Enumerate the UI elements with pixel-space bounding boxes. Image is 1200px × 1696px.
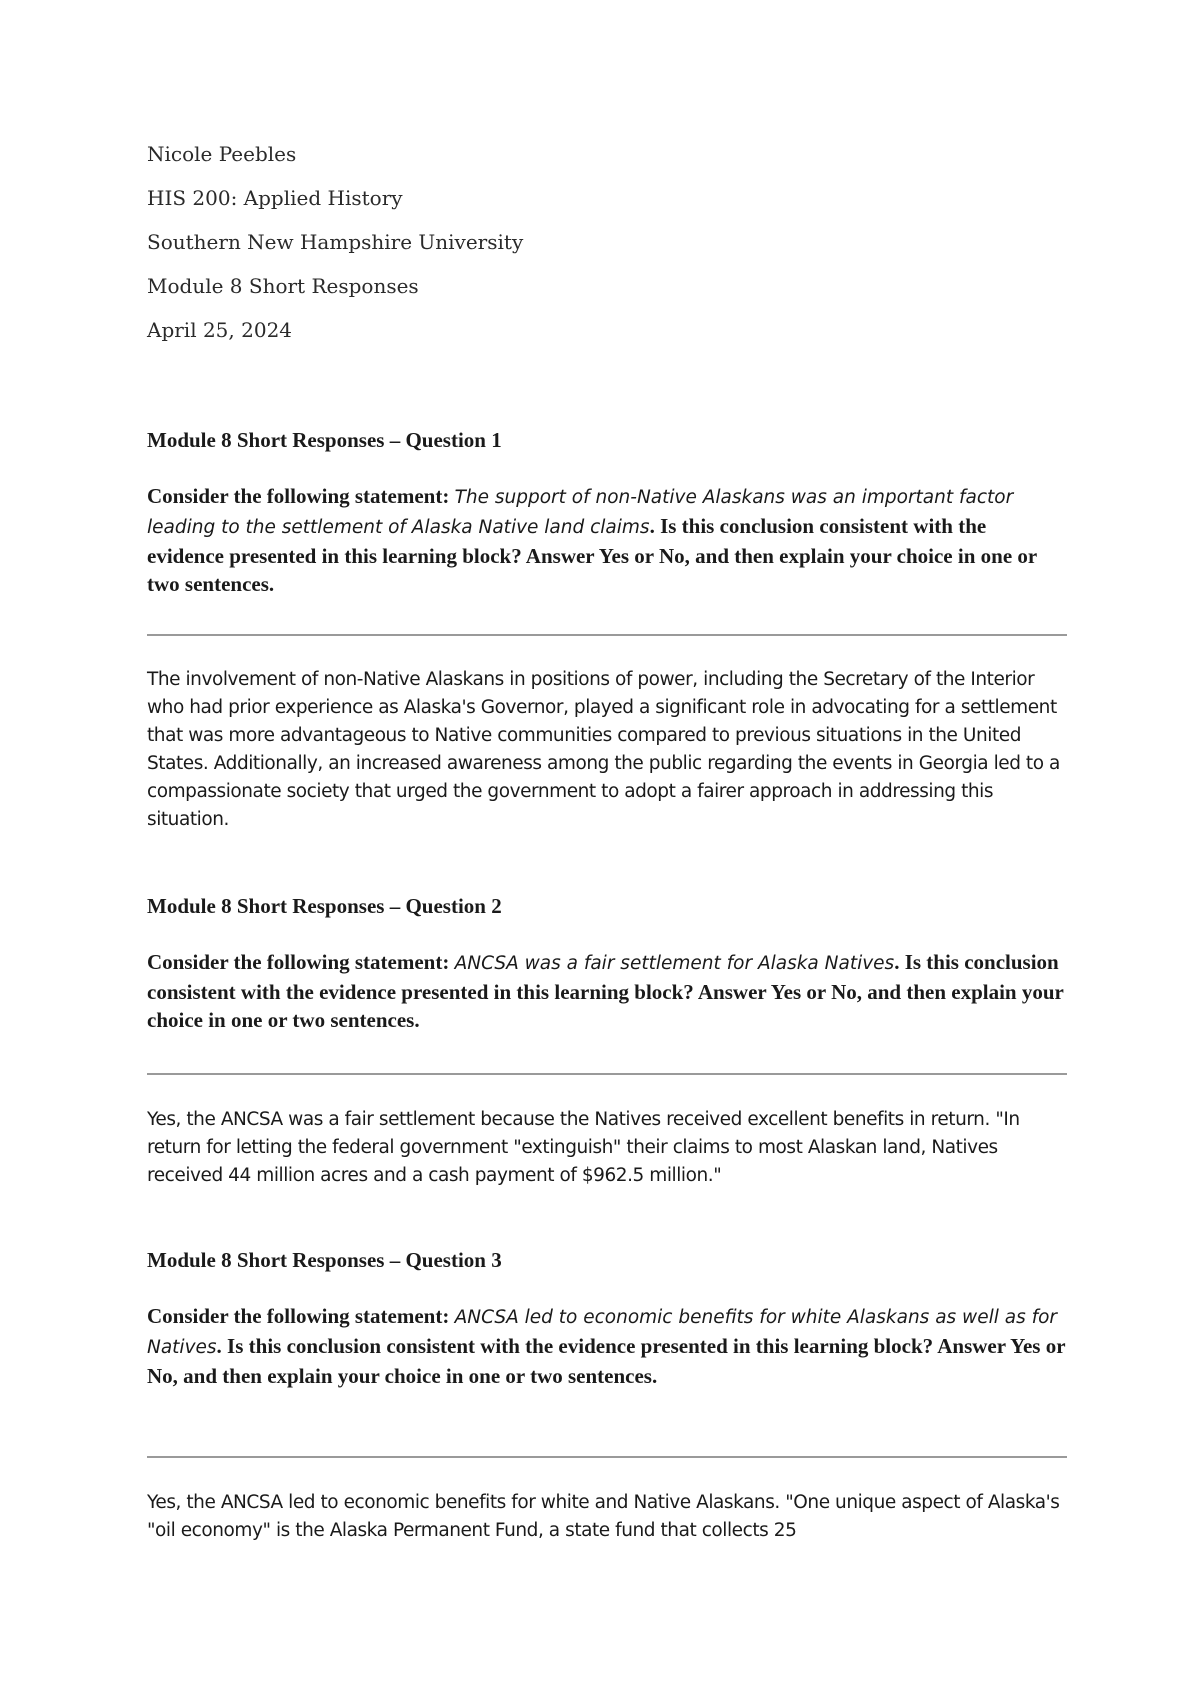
statement: ANCSA led to economic benefits for white Alaskans as well as for Natives	[147, 1307, 1058, 1358]
answer-1: The involvement of non-Native Alaskans in positions of power, including the Secretary of the Interior who had prior experience as Alaska's Governor, played a significant role in advocating for a settlement that was more advantageous to Native communities compared to previous situations in the United States. Additionally, an increased awareness among the public regarding the events in Georgia led to a compassionate society that urged the government to adopt a fairer approach in addressing this situation.	[147, 669, 1060, 830]
institution-name: Southern New Hampshire University	[147, 230, 524, 254]
question-prompt	[147, 482, 1067, 598]
prompt-lead: Consider the following statement:	[147, 484, 455, 508]
prompt-lead: Consider the following statement:	[147, 950, 455, 974]
prompt-tail: . Is this conclusion consistent with the evidence presented in this learning block? Answer Yes or No, and then explain your choice in one or two sentences.	[147, 514, 1037, 596]
question-title: Module 8 Short Responses – Question 1	[147, 428, 502, 452]
answer-3: Yes, the ANCSA led to economic benefits for white and Native Alaskans. "One unique aspect of Alaska's "oil economy" is the Alaska Permanent Fund, a state fund that collects 25	[147, 1492, 1060, 1541]
answer-2: Yes, the ANCSA was a fair settlement because the Natives received excellent benefits in return. "In return for letting the federal government "extinguish" their claims to most Alaskan land, Natives received 44 million acres and a cash payment of $962.5 million."	[147, 1109, 1020, 1186]
document-header	[147, 142, 1067, 362]
statement: The support of non-Native Alaskans was an important factor leading to the settlement of Alaska Native land claims	[147, 487, 1014, 538]
question-title: Module 8 Short Responses – Question 3	[147, 1248, 502, 1272]
document-date: April 25, 2024	[147, 318, 293, 342]
question-3	[147, 1246, 1067, 1390]
question-prompt	[147, 1302, 1067, 1390]
question-2	[147, 892, 1067, 1034]
question-title: Module 8 Short Responses – Question 2	[147, 894, 502, 918]
prompt-tail: . Is this conclusion consistent with the evidence presented in this learning block? Answer Yes or No, and then explain your choice in one or two sentences.	[147, 1334, 1066, 1388]
divider	[147, 1073, 1067, 1075]
statement: ANCSA was a fair settlement for Alaska Natives	[454, 953, 895, 974]
prompt-lead: Consider the following statement:	[147, 1304, 455, 1328]
divider	[147, 1456, 1067, 1458]
question-prompt	[147, 948, 1067, 1034]
prompt-tail: . Is this conclusion consistent with the evidence presented in this learning block? Answer Yes or No, and then explain your choice in one or two sentences.	[147, 950, 1064, 1032]
course-name: HIS 200: Applied History	[147, 186, 403, 210]
author-name: Nicole Peebles	[147, 142, 297, 166]
divider	[147, 634, 1067, 636]
assignment-title: Module 8 Short Responses	[147, 274, 419, 298]
question-1	[147, 426, 1067, 598]
